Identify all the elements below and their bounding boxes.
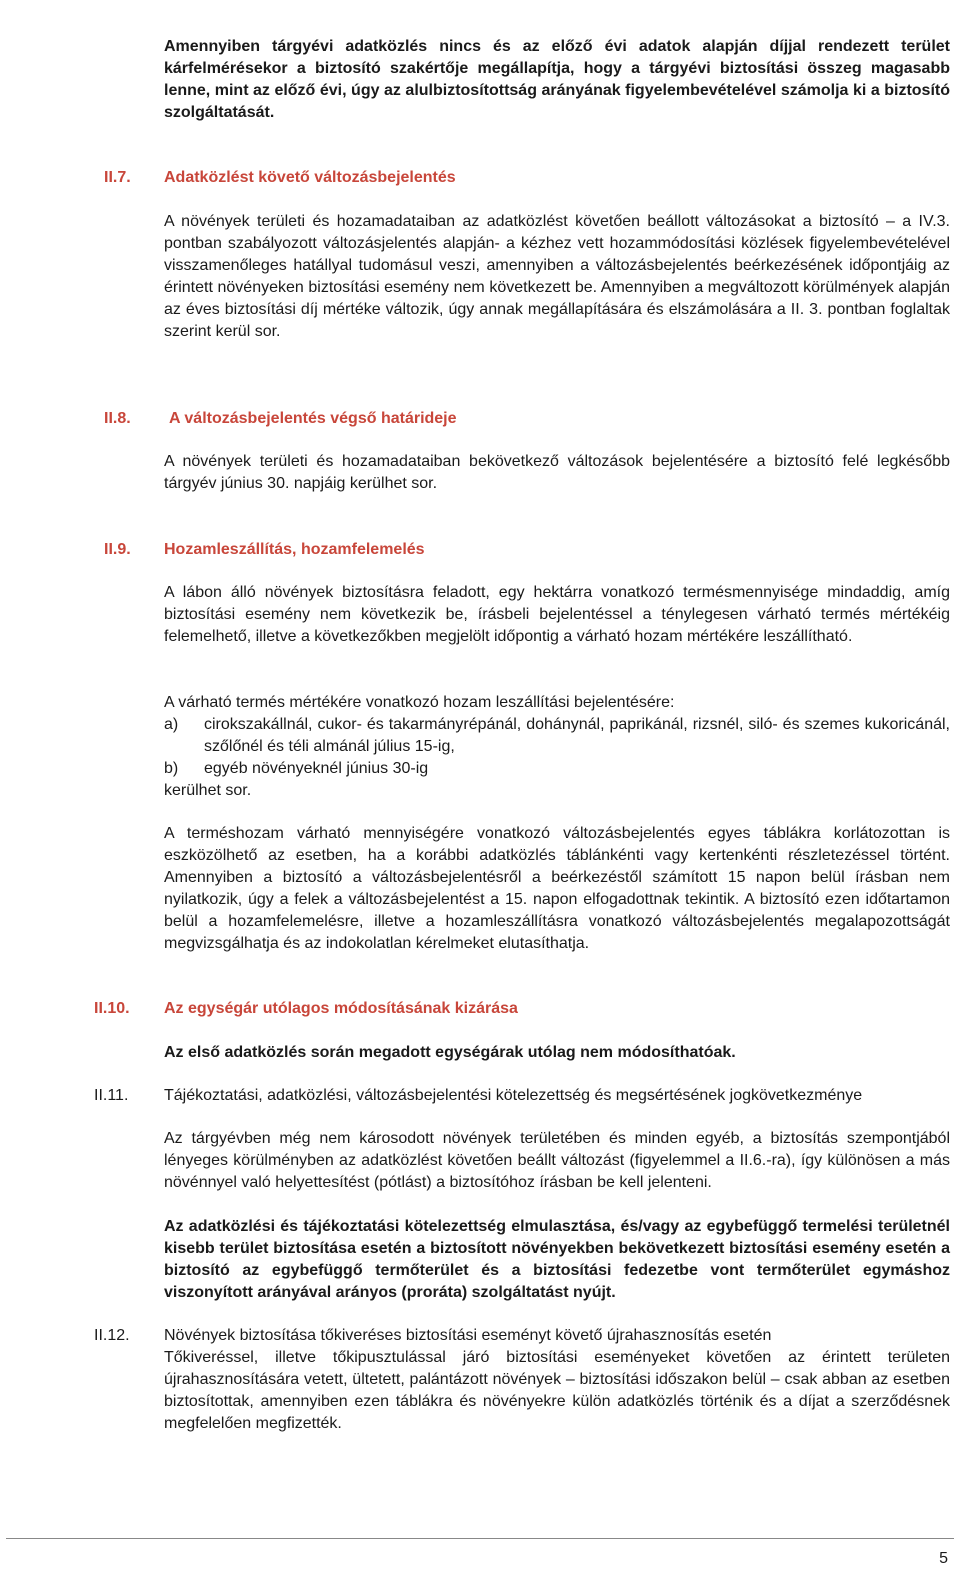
section-number-ii-7: II.7. [104, 169, 131, 186]
section-number-ii-10: II.10. [94, 1000, 130, 1017]
section-ii-11-paragraph-1: Az tárgyévben még nem károsodott növények területében és minden egyéb, a biztosítás szempontjából lényeges körülményben az adatközlést követően beállt változást (figyelemmel a II.6.-ra), így különösen a más növénnyel való helyettesítést (pótlást) a biztosítóhoz írásban be kell jelenteni. [164, 1130, 950, 1191]
section-title-ii-8: A változásbejelentés végső határideje [169, 410, 457, 427]
footer-divider [6, 1538, 954, 1539]
section-title-ii-9: Hozamleszállítás, hozamfelemelés [164, 541, 425, 558]
section-ii-12-paragraph: Tőkiveréssel, illetve tőkipusztulással járó biztosítási eseményeket követően az érintett területen újrahasznosítására vetett, ültetett, palántázott növények – biztosítási időszakon belül – csak abban az esetben biztosítottak, amennyiben ezen táblákra és növényekre külön adatközlés történik és a díjat a szerződésnek megfelelően megfizették. [164, 1349, 950, 1432]
section-ii-11-paragraph-2: Az adatközlési és tájékoztatási kötelezettség elmulasztása, és/vagy az egybefüggő termelési területnél kisebb terület biztosítása esetén a biztosított növényekben bekövetkezett biztosítási esemény esetén a biztosító az egybefüggő termőterület és a biztosítási fedezetbe vont termőterület egymáshoz viszonyított arányával arányos (proráta) szolgáltatást nyújt. [164, 1218, 950, 1301]
page-number: 5 [939, 1550, 948, 1567]
list-item-marker: a) [164, 716, 179, 733]
section-ii-8-paragraph: A növények területi és hozamadataiban bekövetkező változások bejelentésére a biztosító felé legkésőbb tárgyév június 30. napjáig kerülhet sor. [164, 453, 950, 492]
section-ii-9-paragraph-1: A lábon álló növények biztosításra feladott, egy hektárra vonatkozó termésmennyisége mindaddig, amíg biztosítási esemény nem következik be, írásbeli bejelentéssel a ténylegesen várható termés mértékéig felemelhető, illetve a következőkben megjelölt időpontig a várható hozam mértékére leszállítható. [164, 584, 950, 645]
section-title-ii-7: Adatközlést követő változásbejelentés [164, 169, 456, 186]
section-title-ii-12: Növények biztosítása tőkiveréses biztosítási eseményt követő újrahasznosítás esetén [164, 1327, 772, 1344]
section-number-ii-8: II.8. [104, 410, 131, 427]
intro-paragraph: Amennyiben tárgyévi adatközlés nincs és az előző évi adatok alapján díjjal rendezett terület kárfelmérésekor a biztosító szakértője megállapítja, hogy a tárgyévi biztosítási összeg magasabb lenne, mint az előző évi, úgy az alulbiztosítottság arányának figyelembevételével számolja ki a biztosító szolgáltatását. [164, 38, 950, 121]
section-number-ii-9: II.9. [104, 541, 131, 558]
list-item-marker: b) [164, 760, 179, 777]
list-item [164, 714, 950, 758]
list-item [164, 758, 950, 780]
hozam-list [164, 692, 950, 802]
section-title-ii-11: Tájékoztatási, adatközlési, változásbejelentési kötelezettség és megsértésének jogkövetkezménye [164, 1087, 863, 1104]
section-number-ii-11: II.11. [94, 1087, 129, 1104]
hozam-list-intro: A várható termés mértékére vonatkozó hozam leszállítási bejelentésére: [164, 694, 675, 711]
hozam-list-outro: kerülhet sor. [164, 782, 252, 799]
section-number-ii-12: II.12. [94, 1327, 130, 1344]
list-item-text: egyéb növényeknél június 30-ig [204, 760, 429, 777]
list-item-text: cirokszakállnál, cukor- és takarmányrépánál, dohánynál, paprikánál, rizsnél, siló- és szemes kukoricánál, szőlőnél és téli almánál július 15-ig, [204, 716, 950, 755]
section-title-ii-10: Az egységár utólagos módosításának kizárása [164, 1000, 518, 1017]
section-ii-9-paragraph-2: A terméshozam várható mennyiségére vonatkozó változásbejelentés egyes táblákra korlátozottan is eszközölhető az esetben, ha a korábbi adatközlés táblánkénti vagy kertenkénti részletezéssel történt. Amennyiben a biztosító a változásbejelentésről a beérkezéstől számított 15 napon belül írásban nem nyilatkozik, úgy a felek a változásbejelentést a 15. napon elfogadottnak tekintik. A biztosító ezen időtartamon belül a hozamfelemelésre, illetve a hozamleszállításra vonatkozó változásbejelentés megalapozottságát megvizsgálhatja és az indokolatlan kérelmeket elutasíthatja. [164, 825, 950, 952]
section-ii-7-paragraph: A növények területi és hozamadataiban az adatközlést követően beállott változásokat a biztosító – a IV.3. pontban szabályozott változásjelentés alapján- a kézhez vett hozammódosítási közlések figyelembevételével visszamenőleges hatállyal tudomásul veszi, amennyiben a változásbejelentés beérkezésének időpontjáig az érintett növényeken biztosítási esemény nem következett be. Amennyiben a megváltozott körülmények alapján az éves biztosítási díj mértéke változik, úgy annak megállapítására és elszámolására a II. 3. pontban foglaltak szerint kerül sor. [164, 213, 950, 340]
section-ii-10-paragraph: Az első adatközlés során megadott egységárak utólag nem módosíthatóak. [164, 1044, 736, 1061]
